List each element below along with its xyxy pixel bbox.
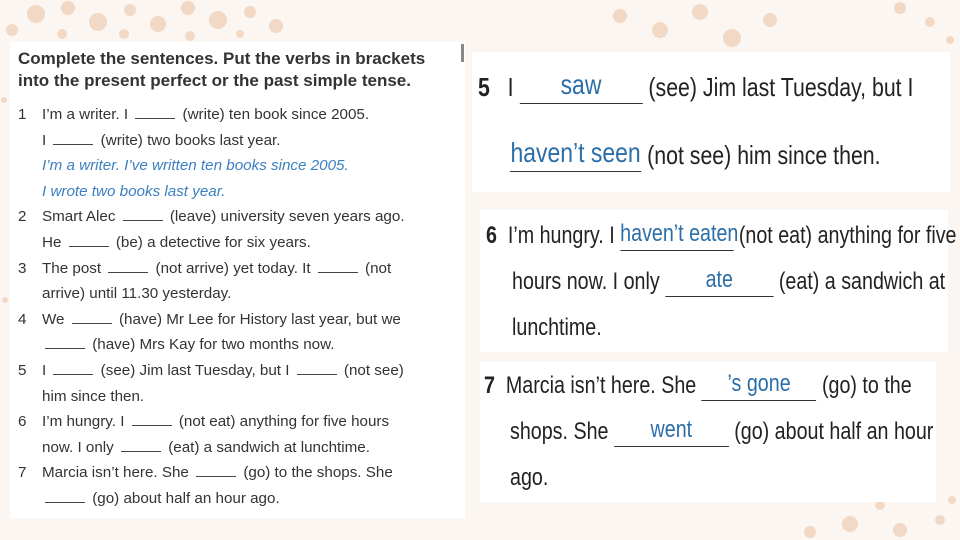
example-answer: I wrote two books last year. [42, 182, 226, 200]
exercise-line [42, 486, 462, 512]
answer5-blank-b [510, 137, 641, 172]
exercise-text: (have) Mr Lee for History last year, but we [114, 310, 401, 328]
blank-line [53, 132, 93, 145]
answer7-line1-post: (go) to the [821, 372, 912, 399]
answer7-blank-a [702, 372, 817, 401]
answer5-line1-pre: I [507, 72, 514, 102]
blank-line [196, 464, 236, 477]
blank-line [123, 208, 163, 221]
answer-panel-5 [472, 52, 950, 192]
answer5-answer-b: haven’t seen [510, 137, 641, 168]
exercise-text: We [42, 310, 69, 328]
exercise-item-number: 3 [18, 259, 27, 277]
exercise-line [42, 332, 462, 358]
exercise-line [42, 102, 462, 128]
blank-line [69, 234, 109, 247]
exercise-text: (go) about half an hour ago. [88, 489, 280, 507]
answer6-line2 [512, 268, 945, 297]
answer6-line1-pre: I’m hungry. I [507, 222, 615, 249]
answer5-line1-post: (see) Jim last Tuesday, but I [648, 72, 914, 102]
divider-mark [461, 44, 464, 62]
exercise-panel [10, 42, 465, 518]
exercise-text: I [42, 131, 51, 149]
answer7-line3: ago. [510, 464, 549, 491]
exercise-text: (go) to the shops. She [239, 464, 393, 482]
exercise-line [42, 435, 462, 461]
answer7-line1-pre: Marcia isn’t here. She [505, 372, 697, 399]
exercise-line [42, 204, 462, 230]
blank-line [132, 413, 172, 426]
exercise-line [42, 256, 462, 282]
answer6-line2-post: (eat) a sandwich at [778, 268, 946, 295]
exercise-text: The post [42, 259, 106, 277]
exercise-item [10, 307, 462, 358]
answer6-number: 6 [486, 222, 497, 249]
exercise-text: I’m a writer. I [42, 106, 133, 123]
answer7-line2-pre: shops. She [510, 418, 609, 445]
exercise-title: Complete the sentences. Put the verbs in brackets into the present perfect or the past simple tense. [18, 49, 426, 90]
exercise-text: arrive) until 11.30 yesterday. [42, 285, 232, 303]
exercise-text: (have) Mrs Kay for two months now. [88, 336, 335, 354]
blank-line [297, 362, 337, 375]
exercise-line [42, 384, 462, 410]
exercise-line [42, 460, 462, 486]
blank-line [45, 336, 85, 349]
blank-line [72, 311, 112, 324]
exercise-line [42, 409, 462, 435]
example-answer: I’m a writer. I’ve written ten books since 2005. [42, 157, 349, 175]
answer6-answer-b: ate [705, 266, 733, 293]
blank-line [135, 106, 175, 119]
answer6-line1 [486, 222, 957, 251]
answer6-line3: lunchtime. [512, 314, 602, 341]
answer7-line2-post: (go) about half an hour [734, 418, 934, 445]
exercise-text: (not see) [339, 361, 404, 379]
exercise-item-number: 2 [18, 208, 27, 226]
answer7-blank-b [614, 418, 729, 447]
answer7-line1 [484, 372, 912, 401]
exercise-text: (leave) university seven years ago. [165, 208, 405, 226]
exercise-item [10, 460, 462, 511]
exercise-text: now. I only [42, 438, 118, 456]
exercise-text: (not [360, 259, 392, 277]
exercise-text: (not arrive) yet today. It [151, 259, 315, 277]
answer-panel-7 [480, 362, 936, 502]
exercise-text: Marcia isn’t here. She [42, 464, 194, 482]
answer6-line1-post: (not eat) anything for five [738, 222, 957, 249]
answer6-blank-a [620, 220, 739, 251]
blank-line [108, 260, 148, 273]
exercise-text: him since then. [42, 387, 145, 405]
blank-line [318, 260, 358, 273]
answer7-answer-b: went [650, 416, 693, 443]
answer5-line2-post: (not see) him since then. [647, 140, 881, 170]
exercise-item-number: 5 [18, 361, 27, 379]
exercise-line [42, 128, 462, 154]
exercise-text: (not eat) anything for five hours [174, 413, 390, 431]
exercise-item [10, 102, 462, 204]
exercise-text: I [42, 361, 51, 379]
exercise-text: I’m hungry. I [42, 413, 129, 431]
answer6-line2-pre: hours now. I only [512, 268, 660, 295]
exercise-item-number: 4 [18, 310, 27, 328]
blank-line [53, 362, 93, 375]
answer-panel-6 [480, 210, 957, 352]
answer7-line2 [510, 418, 933, 447]
answer5-line1 [478, 69, 914, 104]
exercise-item-number: 1 [18, 106, 27, 123]
blank-line [121, 439, 161, 452]
exercise-line [42, 281, 462, 307]
exercise-text: (eat) a sandwich at lunchtime. [163, 438, 370, 456]
answer5-blank-a [519, 69, 642, 104]
exercise-item [10, 358, 462, 409]
exercise-item [10, 204, 462, 255]
exercise-text: Smart Alec [42, 208, 120, 226]
answer7-answer-a: ’s gone [727, 370, 791, 397]
exercise-line [42, 230, 462, 256]
exercise-item [10, 256, 462, 307]
exercise-text: (write) ten book since 2005. [178, 106, 370, 123]
exercise-text: (be) a detective for six years. [111, 233, 311, 251]
answer5-line2 [510, 137, 881, 172]
answer5-answer-a: saw [560, 69, 602, 100]
answer6-blank-b [665, 268, 773, 297]
exercise-item-number: 7 [18, 464, 27, 482]
answer6-answer-a: haven’t eaten [620, 220, 739, 247]
exercise-text: (see) Jim last Tuesday, but I [96, 361, 294, 379]
exercise-item-number: 6 [18, 413, 27, 431]
exercise-item [10, 409, 462, 460]
exercise-line [42, 358, 462, 384]
answer7-number: 7 [484, 372, 495, 399]
answer5-number: 5 [478, 72, 490, 102]
exercise-line [42, 307, 462, 333]
exercise-text: (write) two books last year. [96, 131, 281, 149]
exercise-text: He [42, 233, 66, 251]
blank-line [45, 490, 85, 503]
exercise-list [10, 102, 462, 512]
